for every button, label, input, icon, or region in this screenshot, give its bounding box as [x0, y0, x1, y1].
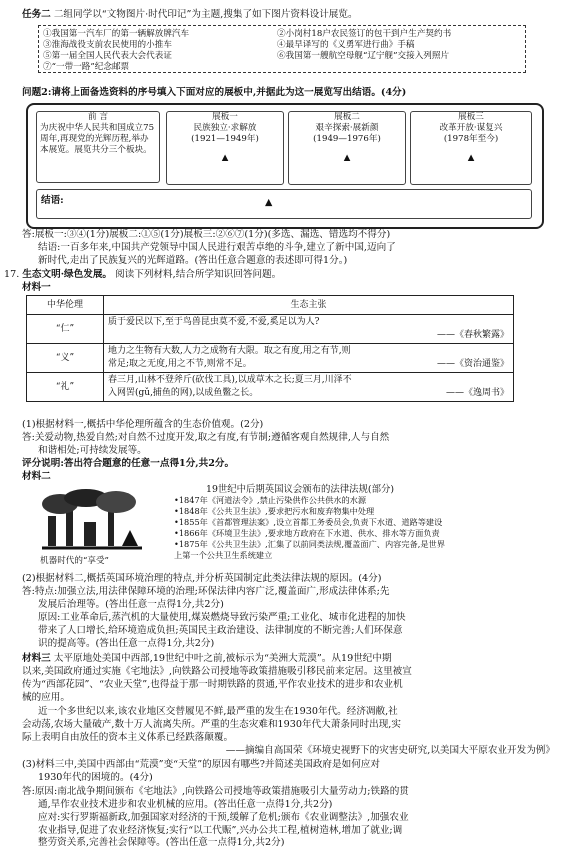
laws-panel: [150, 484, 450, 568]
law-item: •1847年《河道法令》,禁止污染供作公共供水的水源: [174, 495, 367, 505]
source-item-5: ⑤第一届全国人民代表大会代表证: [43, 51, 172, 61]
summary-answer-marker: ▲: [265, 197, 273, 208]
table-header-ethic: 中华伦理: [27, 296, 104, 315]
claim-cell: [104, 344, 514, 373]
board-1-years: (1921—1949年): [191, 134, 259, 144]
claim-text: 春三月,山林不登斧斤(砍伐工具),以成草木之长;夏三月,川泽不: [108, 375, 352, 385]
sub2-prompt: (2)根据材料二,概括英国环境治理的特点,并分析英国制定此类法律法规的原因。(4分): [22, 573, 382, 584]
sub3-prompt-line-1: (3)材料三中,美国中西部由“荒漠”变“天堂”的原因有哪些?并简述美国政府是如何应对: [22, 759, 380, 770]
board-2-theme: 艰辛探索·展新颜: [315, 123, 379, 133]
preface-title: 前 言: [88, 112, 108, 122]
sub2-answer-line-2: 发展后治理等。(答出任意一点得1分,共2分): [38, 599, 224, 610]
law-item: •1875年《公共卫生法》,汇集了以前同类法规,覆盖面广、内容完备,是世界上第一个公共卫生系统建立: [174, 539, 445, 560]
claim-cell: [104, 373, 514, 402]
sub3-answer-line-4: 农业指导,促进了农业经济恢复;实行“以工代赈”,兴办公共工程,植树造林,增加了就业;调: [38, 825, 403, 836]
board-3-theme: 改革开放·谋复兴: [439, 123, 503, 133]
board-2-title: 展板二: [334, 112, 360, 122]
board-1-title: 展板一: [212, 112, 238, 122]
sub2-answer-line-4: 带来了人口增长,给环境造成负担;英国民主政治建设、法律制度的不断完善;人们环保意: [38, 625, 403, 636]
material1-label: 材料一: [22, 282, 51, 293]
material3-line-2: 以来,美国政府通过实施《宅地法》,向铁路公司授地等政策措施吸引移民前来定居。这里被宣: [22, 666, 412, 677]
material3-label: 材料三: [22, 653, 51, 664]
sub2-answer-line-1: 答:特点:加强立法,用法律保障环境的治理;环保法律内容广泛,覆盖面广,形成法律体系;先: [22, 586, 390, 597]
q2-prompt: 问题2:请将上面备选资料的序号填入下面对应的展板中,并据此为这一展览写出结语。(4分): [22, 87, 407, 98]
table-header-claim: 生态主张: [104, 296, 514, 315]
sub1-scoring-note: 评分说明:答出符合题意的任意一点得1分,共2分。: [22, 458, 235, 469]
exhibit-layout: [26, 103, 544, 229]
source-item-1: ①我国第一汽车厂的第一辆解放牌汽车: [43, 29, 190, 39]
q17-instruction: 阅读下列材料,结合所学知识回答问题。: [115, 269, 282, 280]
summary-label: 结语:: [41, 195, 64, 206]
sub2-answer-line-3: 原因:工业革命后,蒸汽机的大量使用,煤炭燃烧导致污染严重;工业化、城市化进程的加快: [38, 612, 406, 623]
board-2: [288, 111, 406, 185]
claim-cell: [104, 315, 514, 344]
preface-text: 为庆祝中华人民共和国成立75周年,再现党的光辉历程,举办本展览。展览共分三个板块。: [40, 123, 155, 155]
sub3-answer-line-5: 整劳资关系,完善社会保障等。(答出任意一点得1分,共2分): [38, 837, 285, 848]
material3-line-6: 会动荡,农场大量破产,数十万人流离失所。严重的生态灾难和1930年代大萧条同时出现,实: [22, 719, 401, 730]
sub3-answer-line-1: 答:原因:南北战争期间颁布《宅地法》,向铁路公司授地等政策措施吸引大量劳动力;铁路的贯: [22, 786, 409, 797]
material3-source: ——摘编自高国荣《环境史视野下的灾害史研究,以美国大平原农业开发为例》: [225, 745, 555, 756]
material3-line-7: 际上表明自由放任的资本主义体系已经跌落颠覆。: [22, 732, 234, 743]
material3-line-1: [22, 652, 555, 665]
factory-smoke-image: [38, 486, 146, 552]
board-3-answer-marker: ▲: [467, 153, 475, 163]
q2-answer-line-2: 结语:一百多年来,中国共产党领导中国人民进行艰苦卓绝的斗争,建立了新中国,迈向了: [38, 242, 396, 253]
material3-line-3: 传为“西部花园”、“农业天堂”,也得益于那一时期铁路的贯通,平作农业技术的进步和农业机: [22, 679, 403, 690]
table-row: [27, 373, 514, 402]
sub1-answer-line-2: 和谐相处;可持续发展等。: [38, 445, 147, 456]
table-row: [27, 315, 514, 344]
claim-text-2: 入网罟(gǔ,捕鱼的网),以成鱼鳖之长。: [108, 388, 259, 398]
law-item: •1855年《首都管理法案》,设立首都工务委员会,负责下水道、道路等建设: [174, 517, 443, 527]
laws-title: 19世纪中后期英国议会颁布的法律法规(部分): [206, 484, 394, 495]
source-item-6: ⑥我国第一艘航空母舰“辽宁舰”交接入列照片: [277, 51, 450, 61]
ethic-cell: “仁”: [27, 315, 104, 344]
sub3-answer-line-2: 通,旱作农业技术进步和农业机械的应用。(答出任意一点得1分,共2分): [38, 799, 333, 810]
material3-text: 太平原地处美国中西部,19世纪中叶之前,被标示为“美洲大荒漠”。从19世纪中期: [53, 653, 392, 664]
sub1-prompt: (1)根据材料一,概括中华伦理所蕴含的生态价值观。(2分): [22, 419, 264, 430]
sub3-answer-line-3: 应对:实行罗斯福新政,加强国家对经济的干预,缓解了危机;颁布《农业调整法》,加强农业: [38, 812, 409, 823]
image-caption: 机器时代的“享受”: [40, 556, 109, 566]
table-row: [27, 344, 514, 373]
claim-source: ——《春秋繁露》: [436, 330, 509, 340]
source-list-box: [38, 25, 526, 73]
preface-panel: [36, 111, 160, 183]
task2-intro: [22, 8, 555, 21]
sub2-answer-line-5: 识的提高等。(答出任意一点得1分,共2分): [38, 638, 215, 649]
law-item: •1866年《环境卫生法》,要求地方政府在下水道、供水、排水等方面负责: [174, 528, 440, 538]
source-item-7: ⑦“一带一路”纪念邮票: [43, 62, 130, 72]
board-1: [166, 111, 284, 185]
board-1-answer-marker: ▲: [221, 153, 229, 163]
ethic-cell: “礼”: [27, 373, 104, 402]
ethic-cell: “义”: [27, 344, 104, 373]
summary-box: [36, 189, 532, 219]
material3-line-5: 近一个多世纪以来,该农业地区交替履见不鲜,最严重的发生在1930年代。经济凋敝,社: [38, 706, 398, 717]
board-2-years: (1949—1976年): [313, 134, 381, 144]
q2-answer-line-1: 答:展板一:③④(1分)展板二:①⑤(1分)展板三:②⑥⑦(1分)(多选、漏选、错选均不得分): [22, 229, 391, 240]
board-1-theme: 民族独立·求解放: [193, 123, 257, 133]
claim-text-2: 常足;取之无度,用之不节,则常不足。: [108, 359, 252, 369]
source-item-3: ③淮海战役支前农民使用的小推车: [43, 40, 172, 50]
board-3-years: (1978年至今): [443, 134, 499, 144]
q17-number: 17.: [4, 269, 20, 280]
factory-illustration: [38, 486, 146, 552]
source-item-4: ④最早译写的《义勇军进行曲》手稿: [277, 40, 415, 50]
task2-heading: 任务二: [22, 9, 51, 20]
board-3: [410, 111, 532, 185]
q17-header: [4, 268, 555, 281]
claim-source: ——《逸周书》: [445, 388, 509, 398]
sub3-prompt-line-2: 1930年代的困境的。(4分): [38, 772, 153, 783]
task2-intro-text: 二组同学以“文物图片·时代印记”为主题,搜集了如下图片资料设计展览。: [53, 9, 358, 20]
board-3-title: 展板三: [458, 112, 484, 122]
material3-line-4: 械的应用。: [22, 692, 70, 703]
q17-title: 生态文明·绿色发展。: [22, 269, 113, 280]
sub1-answer-line-1: 答:关爱动物,热爱自然;对自然不过度开发,取之有度,有节制;遵循客观自然规律,人与自然: [22, 432, 390, 443]
table-header-row: [27, 296, 514, 315]
board-2-answer-marker: ▲: [343, 153, 351, 163]
ethics-table: [26, 295, 514, 402]
law-item: •1848年《公共卫生法》,要求把污水和废弃物集中处理: [174, 506, 375, 516]
material2-label: 材料二: [22, 471, 51, 482]
claim-text: 质于爱民以下,至于鸟兽昆虫莫不爱,不爱,奚足以为人?: [108, 317, 320, 327]
claim-source: ——《资治通鉴》: [436, 359, 509, 369]
source-item-2: ②小岗村18户农民签订的包干到户生产契约书: [277, 29, 452, 39]
q2-answer-line-3: 新时代,走出了民族复兴的光辉道路。(答出任意合题意的表述即可得1分。): [38, 255, 348, 266]
claim-text: 地力之生物有大数,人力之成物有大限。取之有度,用之有节,则: [108, 346, 351, 356]
